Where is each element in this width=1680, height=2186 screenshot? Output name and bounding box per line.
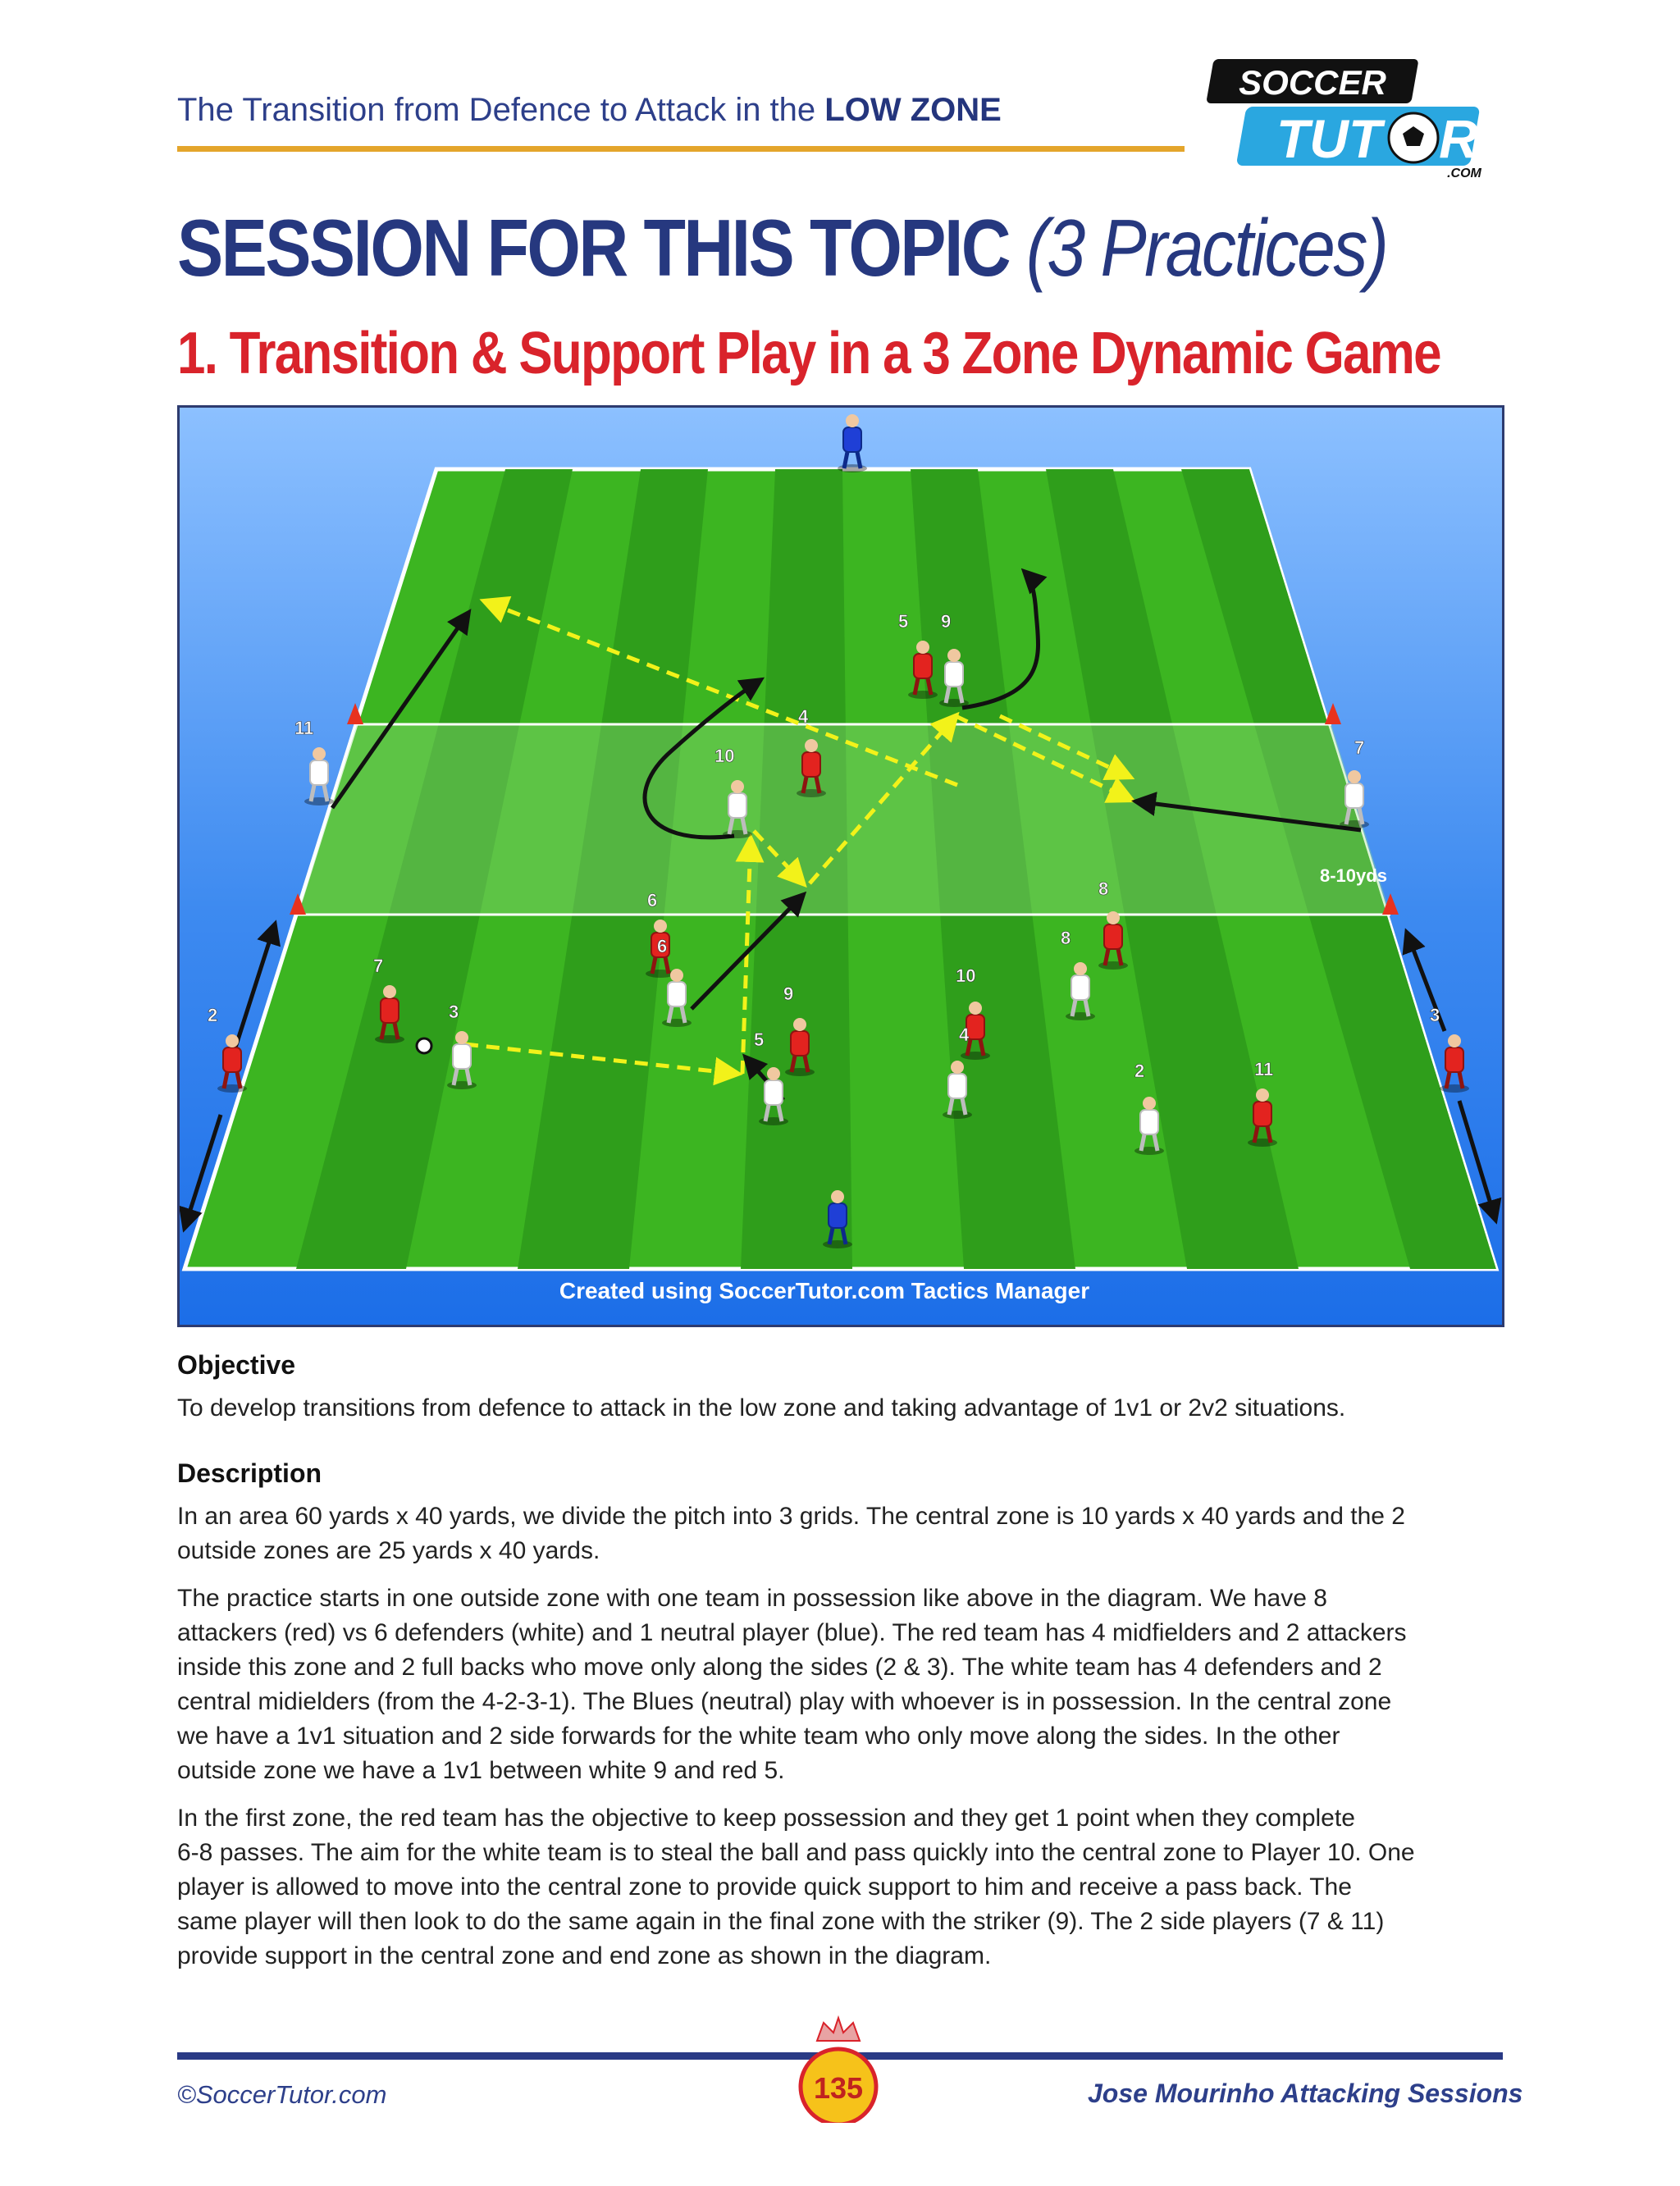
red-player-number: 4 (798, 706, 809, 727)
white-player-number: 3 (449, 1002, 459, 1022)
description-line: In the first zone, the red team has the objective to keep possession and they get 1 point when they complete (177, 1805, 1355, 1832)
description-line: player is allowed to move into the central zone to provide quick support to him and receive a pass back. The (177, 1873, 1352, 1901)
red-player-number: 10 (956, 965, 976, 986)
red-player-number: 2 (208, 1005, 218, 1025)
svg-text:.COM: .COM (1447, 167, 1481, 180)
white-player-number: 6 (657, 936, 668, 956)
white-player-number: 2 (1134, 1061, 1145, 1081)
svg-text:SOCCER: SOCCER (1239, 63, 1386, 102)
tactics-diagram (177, 405, 1504, 1327)
diagram-credit: Created using SoccerTutor.com Tactics Manager (559, 1278, 1090, 1303)
page-number: 135 (813, 2071, 864, 2105)
tactics-diagram-svg (180, 408, 1502, 1325)
red-player-number: 7 (373, 956, 384, 976)
red-player-number: 5 (898, 611, 909, 632)
red-player-number: 6 (647, 890, 658, 910)
description-line: attackers (red) vs 6 defenders (white) and 1 neutral player (blue). The red team has 4 midfielders and 2 attackers (177, 1619, 1407, 1646)
white-player-number: 4 (959, 1025, 970, 1045)
svg-text:R: R (1439, 108, 1478, 169)
ball-icon (417, 1038, 431, 1053)
white-player-number: 11 (294, 718, 314, 738)
header-title (177, 92, 1002, 129)
description-paragraph-3 (177, 1801, 1506, 1974)
soccertutor-logo (1181, 57, 1501, 180)
description-line: we have a 1v1 situation and 2 side forwards for the white team who only move along the sides. In the other (177, 1723, 1340, 1750)
red-player-number: 11 (1254, 1059, 1274, 1079)
distance-label: 8-10yds (1320, 865, 1387, 886)
red-player-number: 8 (1098, 879, 1109, 899)
svg-text:TUT: TUT (1276, 108, 1382, 169)
description-line: outside zone we have a 1v1 between white 9 and red 5. (177, 1757, 785, 1784)
white-player-number: 5 (754, 1029, 765, 1050)
central-zone (298, 724, 1390, 915)
red-player-number: 9 (783, 983, 794, 1004)
description-line: outside zones are 25 yards x 40 yards. (177, 1537, 600, 1564)
description-paragraph-1 (177, 1499, 1506, 1568)
white-player-number: 9 (941, 611, 952, 632)
description-heading: Description (177, 1458, 322, 1488)
white-player-number: 7 (1354, 737, 1365, 758)
page-title-main: SESSION FOR THIS TOPIC (177, 203, 1026, 293)
header-title-prefix: The Transition from Defence to Attack in the (177, 92, 825, 128)
footer-book-title: Jose Mourinho Attacking Sessions (1088, 2079, 1523, 2108)
description-line: The practice starts in one outside zone with one team in possession like above in the diagram. We have 8 (177, 1585, 1327, 1612)
description-line: In an area 60 yards x 40 yards, we divide the pitch into 3 grids. The central zone is 10 yards x 40 yards and the 2 (177, 1503, 1405, 1530)
header-rule (177, 146, 1185, 152)
page-title (177, 202, 1386, 294)
description-line: inside this zone and 2 full backs who move only along the sides (2 & 3). The white team has 4 defenders and 2 (177, 1654, 1382, 1681)
footer-copyright: ©SoccerTutor.com (177, 2080, 387, 2109)
description-line: same player will then look to do the same again in the final zone with the striker (9). The 2 side players (7 & 11) (177, 1908, 1385, 1935)
page-badge (792, 2008, 884, 2123)
description-paragraph-2 (177, 1581, 1506, 1788)
crown-icon (817, 2018, 860, 2041)
white-player-number: 10 (714, 746, 735, 766)
page-title-italic: (3 Practices) (1025, 203, 1387, 293)
objective-heading: Objective (177, 1350, 296, 1380)
description-line: central midielders (from the 4-2-3-1). The Blues (neutral) play with whoever is in possession. In the central zone (177, 1688, 1392, 1715)
practice-title: 1. Transition & Support Play in a 3 Zone Dynamic Game (177, 321, 1440, 386)
objective-text: To develop transitions from defence to attack in the low zone and taking advantage of 1v1 or 2v2 situations. (177, 1394, 1346, 1422)
description-line: 6-8 passes. The aim for the white team is to steal the ball and pass quickly into the central zone to Player 10. One (177, 1839, 1415, 1866)
white-player-number: 8 (1061, 928, 1071, 948)
description-line: provide support in the central zone and end zone as shown in the diagram. (177, 1942, 992, 1969)
header-title-emphasis: LOW ZONE (824, 92, 1002, 128)
red-player-number: 3 (1430, 1005, 1440, 1025)
